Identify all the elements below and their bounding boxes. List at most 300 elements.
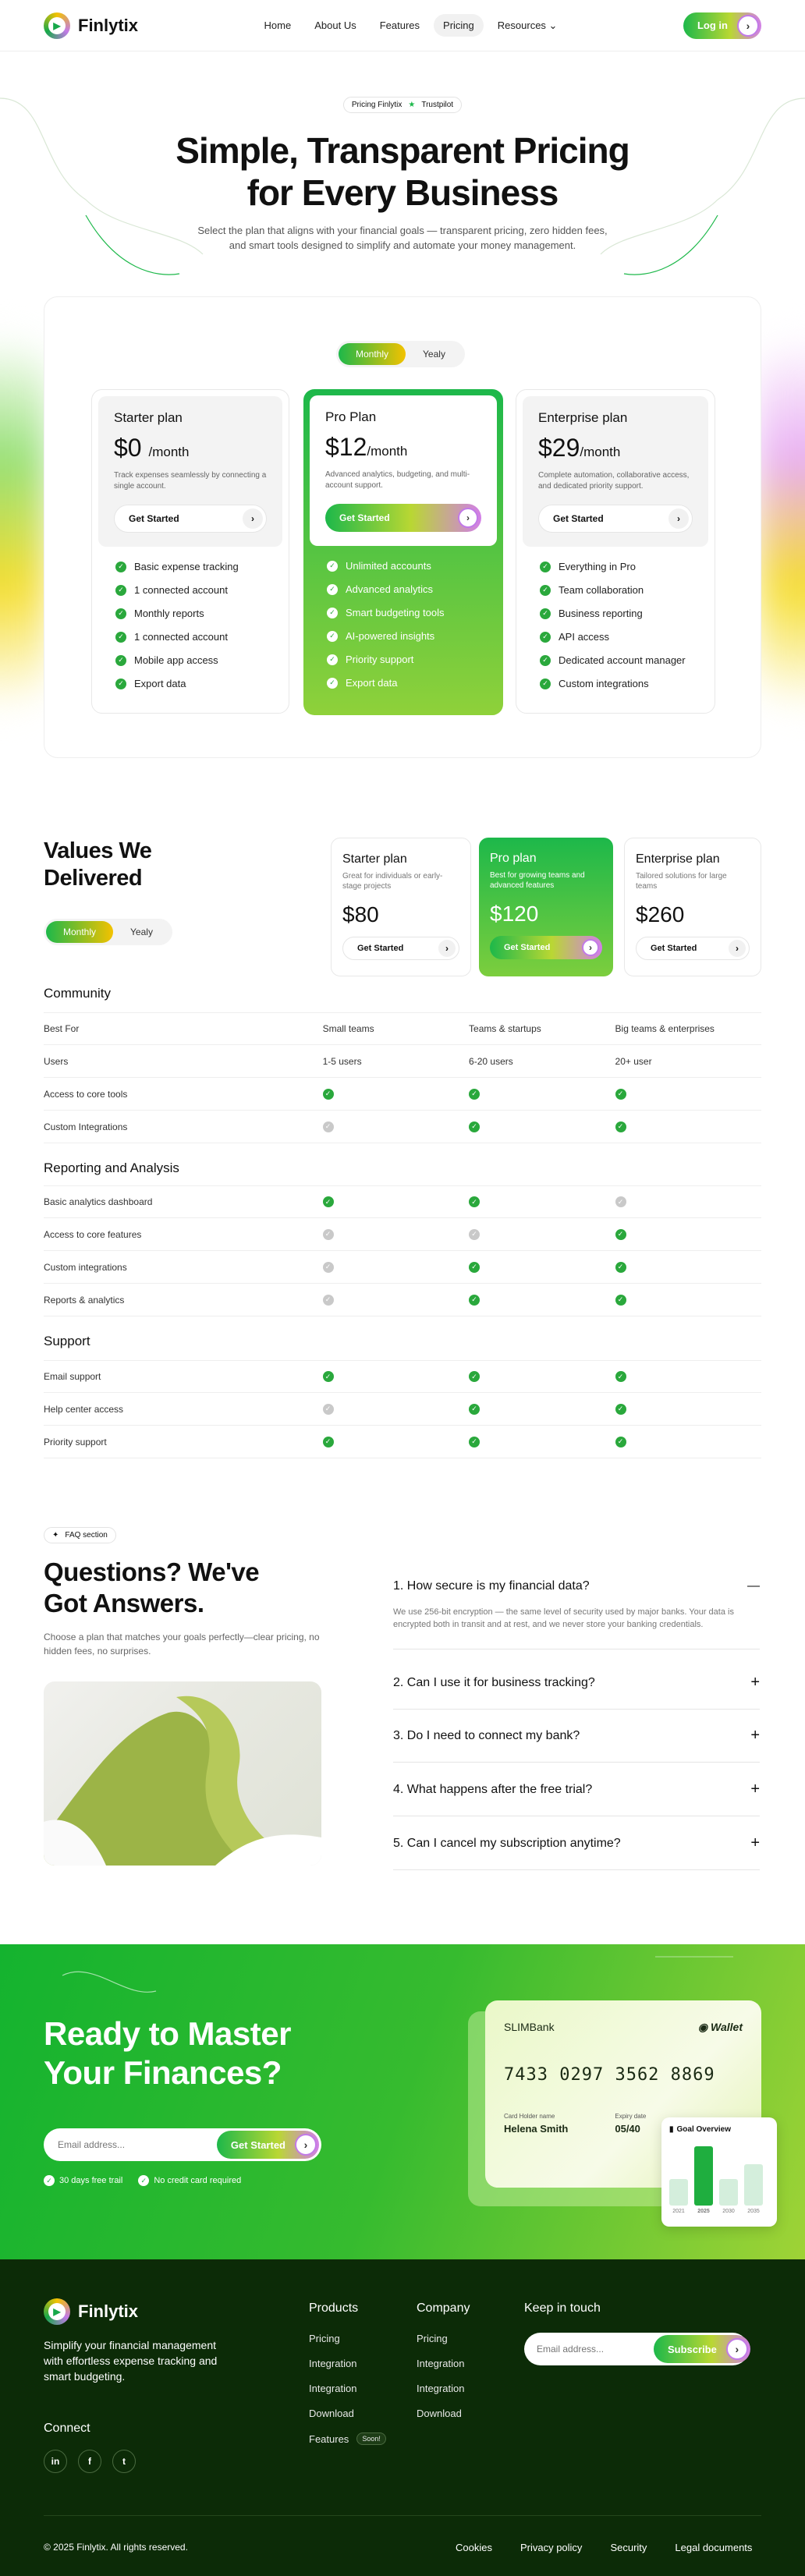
plan-price: $12 [325,433,367,461]
login-button[interactable] [683,12,761,39]
row-label: Reports & analytics [44,1294,125,1306]
check-icon: ✓ [327,584,338,595]
toggle-monthly[interactable]: Monthly [46,921,113,943]
check-icon: ✓ [615,1371,626,1382]
footer-link[interactable]: Pricing [417,2333,448,2344]
check-icon: ✓ [323,1121,334,1132]
get-started-label: Get Started [357,944,404,953]
row-label: Best For [44,1023,80,1034]
cta-title-line1: Ready to Master [44,2015,291,2052]
footer-link[interactable]: Integration [309,2383,357,2394]
row-label: Access to core features [44,1228,142,1240]
nav-pricing[interactable]: Pricing [434,14,484,37]
goal-title: Goal Overview [676,2125,731,2134]
footer-link-features[interactable] [309,2432,386,2445]
expiry-label: Expiry date [615,2113,647,2120]
company-title: Company [417,2301,470,2315]
nav-resources-label: Resources [497,19,546,31]
billing-toggle [336,341,465,367]
faq-item[interactable] [393,1817,760,1870]
check-icon: ✓ [327,608,338,618]
faq-item-open[interactable] [393,1559,760,1649]
plan-period: /month [148,445,190,459]
arrow-right-icon: › [737,15,759,37]
get-started-button[interactable] [538,505,693,533]
wallet-label [698,2021,743,2034]
row-label: Priority support [44,1436,107,1447]
bank-name: SLIMBank [504,2021,555,2033]
table-row [44,1218,761,1251]
products-title: Products [309,2301,359,2315]
cta-title [44,2014,291,2092]
arrow-right-icon: › [726,2338,748,2360]
feature-label: Everything in Pro [559,561,636,572]
toggle-yearly[interactable]: Yealy [423,349,445,360]
soon-badge: Soon! [356,2432,386,2445]
feature-item [327,654,497,665]
row-label: Basic analytics dashboard [44,1196,153,1207]
check-icon: ✓ [327,561,338,572]
footer-divider [44,2515,761,2516]
section-title-reporting: Reporting and Analysis [44,1160,179,1175]
goal-title-row [669,2125,769,2134]
compare-title-line1: Values We [44,838,152,863]
check-icon: ✓ [115,608,126,619]
cell [469,1371,615,1382]
chevron-down-icon: ⌄ [548,19,558,31]
main-nav [255,14,567,37]
row-label: Custom integrations [44,1261,127,1273]
check-icon: ✓ [115,655,126,666]
check-icon: ✓ [327,678,338,689]
feature-item [327,630,497,642]
table-row [44,1251,761,1284]
table-row [44,1393,761,1426]
faq-item[interactable] [393,1763,760,1816]
goal-bar [719,2179,738,2206]
check-icon: ✓ [323,1089,334,1100]
faq-question: 1. How secure is my financial data? [393,1579,590,1593]
feature-item [540,678,708,689]
legal-link[interactable]: Security [610,2542,647,2553]
check-icon: ✓ [115,679,126,689]
wallet-text: Wallet [711,2021,743,2033]
plan-card-starter [91,389,289,714]
cell [323,1089,469,1100]
perk-item [138,2175,241,2186]
check-icon: ✓ [469,1196,480,1207]
footer-link[interactable]: Pricing [309,2333,340,2344]
goal-bars [669,2143,769,2206]
footer-products [309,2301,386,2458]
expiry-date: 05/40 [615,2123,640,2135]
feature-label: Team collaboration [559,584,644,596]
hero-badge-wrap [0,97,805,113]
feature-label: Business reporting [559,608,643,619]
check-icon: ✓ [615,1262,626,1273]
plan-period: /month [367,444,408,459]
check-icon: ✓ [327,654,338,665]
get-started-label: Get Started [651,944,697,953]
pricing-panel [44,296,761,758]
check-icon: ✓ [540,632,551,643]
legal-link[interactable]: Privacy policy [520,2542,583,2553]
cell [615,1196,761,1207]
cta-title-line2: Your Finances? [44,2054,282,2091]
cell [323,1404,469,1415]
feature-label: Advanced analytics [346,583,434,595]
cell [469,1229,615,1240]
check-icon: ✓ [615,1229,626,1240]
plan-name: Pro Plan [325,409,377,424]
feature-label: Monthly reports [134,608,204,619]
get-started-button[interactable] [490,936,602,959]
compare-toggle [44,919,172,945]
cell [469,1404,615,1415]
brand-name: Finlytix [78,15,139,35]
faq-badge-label: FAQ section [65,1531,108,1540]
compare-plan-name: Pro plan [490,852,537,865]
right-glow [758,335,805,710]
check-icon: ✓ [540,608,551,619]
compare-plan-desc: Great for individuals or early-stage projects [342,872,443,891]
feature-label: API access [559,631,610,643]
check-icon: ✓ [323,1229,334,1240]
compare-plan-name: Starter plan [342,852,407,866]
arrow-right-icon: › [438,940,456,957]
arrow-right-icon: › [295,2134,317,2156]
cell [615,1262,761,1273]
plan-card-pro [303,389,503,715]
section-title-community: Community [44,986,111,1001]
footer-link[interactable]: Download [309,2408,354,2419]
cta-email-form [44,2128,321,2161]
facebook-icon[interactable]: f [78,2450,101,2473]
plan-desc: Track expenses seamlessly by connecting a single account. [114,471,267,491]
feature-item [115,584,282,596]
feature-label: Unlimited accounts [346,560,431,572]
feature-item [540,561,708,572]
compare-card-enterprise [624,838,761,976]
perk-label: No credit card required [154,2176,242,2185]
compare-plan-desc: Tailored solutions for large teams [636,872,727,891]
check-icon: ✓ [115,585,126,596]
footer-brand: Finlytix [78,2301,139,2321]
feature-label: Export data [346,677,398,689]
left-glow [0,335,47,710]
plus-icon[interactable]: + [750,1674,760,1691]
footer-link-label: Features [309,2432,349,2445]
faq-title-line1: Questions? We've [44,1557,260,1586]
section-title-support: Support [44,1334,90,1348]
footer-link[interactable]: Integration [417,2358,465,2369]
table-row [44,1012,761,1045]
rocket-icon: ✦ [52,1531,59,1540]
feature-item [327,583,497,595]
brand-logo[interactable] [44,12,138,39]
connect-title: Connect [44,2422,90,2435]
plus-icon[interactable]: + [750,1834,760,1851]
check-icon: ✓ [615,1089,626,1100]
check-icon: ✓ [469,1371,480,1382]
faq-title-line2: Got Answers. [44,1589,204,1618]
holder-name: Helena Smith [504,2123,569,2135]
faq-title [44,1557,259,1619]
arrow-right-icon: › [458,508,478,528]
get-started-button[interactable] [325,504,481,532]
goal-bar [669,2179,688,2206]
cta-get-started-button[interactable] [217,2131,319,2159]
check-icon: ✓ [469,1295,480,1306]
check-icon: ✓ [469,1262,480,1273]
check-icon: ✓ [44,2175,55,2186]
arrow-right-icon: › [243,508,263,529]
feature-item [115,654,282,666]
check-icon: ✓ [615,1295,626,1306]
goal-year-label: 2030 [722,2209,735,2214]
footer-company [417,2301,470,2432]
cell: 20+ user [615,1055,652,1067]
plan-price: $0 [114,434,142,462]
feature-item [540,631,708,643]
goal-year-label: 2021 [672,2209,685,2214]
footer-link[interactable]: Integration [309,2358,357,2369]
check-icon: ✓ [540,679,551,689]
footer-email-input[interactable] [537,2344,654,2355]
row-label: Access to core tools [44,1088,128,1100]
check-icon: ✓ [138,2175,149,2186]
cta-section [0,1944,805,2259]
hero-title-line2: for Every Business [246,172,559,213]
cell: 1-5 users [322,1055,362,1067]
arrow-right-icon: › [582,939,599,956]
feature-item [115,631,282,643]
hero-title [0,129,805,214]
feature-item [115,608,282,619]
feature-item [115,561,282,572]
abstract-shape-image [44,1681,321,1866]
plan-name: Enterprise plan [538,410,628,425]
plan-desc: Advanced analytics, budgeting, and multi-account support. [325,470,470,490]
cell [323,1262,469,1273]
check-icon: ✓ [323,1371,334,1382]
faq-question: 5. Can I cancel my subscription anytime? [393,1836,621,1850]
footer-link[interactable]: Integration [417,2383,465,2394]
get-started-button[interactable] [636,937,750,960]
login-label: Log in [697,19,728,31]
feature-label: Dedicated account manager [559,654,686,666]
faq-subtitle: Choose a plan that matches your goals perfectly—clear pricing, no hidden fees, no surprises. [44,1632,320,1657]
row-label: Users [44,1055,69,1067]
goal-years [669,2209,769,2214]
feature-label: Priority support [346,654,414,665]
chart-icon: ▮ [669,2125,674,2134]
check-icon: ✓ [323,1262,334,1273]
table-row [44,1284,761,1316]
star-icon: ★ [408,101,416,109]
linkedin-icon[interactable]: in [44,2450,67,2473]
hero-subtitle: Select the plan that aligns with your financial goals — transparent pricing, zero hidden fees, and smart tools designed to simplify and automate your money management. [197,225,608,251]
row-label: Custom Integrations [44,1121,128,1132]
perk-label: 30 days free trail [59,2176,123,2185]
plus-icon[interactable]: + [750,1781,760,1798]
cell [323,1229,469,1240]
feature-label: Smart budgeting tools [346,607,445,618]
goal-year-label: 2025 [697,2209,710,2214]
check-icon: ✓ [540,585,551,596]
goal-overview-widget [661,2117,777,2227]
table-row [44,1360,761,1393]
faq-question: 4. What happens after the free trial? [393,1782,593,1796]
feature-label: 1 connected account [134,584,228,596]
toggle-yearly[interactable]: Yealy [130,927,153,937]
compare-plan-price: $80 [342,902,379,927]
twitter-icon[interactable]: t [112,2450,136,2473]
cell [469,1295,615,1306]
goal-bar [744,2164,763,2206]
cell [323,1437,469,1447]
get-started-button[interactable] [114,505,267,533]
cell: Small teams [322,1023,374,1034]
get-started-button[interactable] [342,937,459,960]
get-started-label: Get Started [129,513,179,524]
logo-icon: ▶ [44,12,70,39]
faq-item[interactable] [393,1710,760,1763]
feature-item [540,608,708,619]
nav-about[interactable]: About Us [314,19,356,31]
cell [323,1121,469,1132]
hero-badge-label: Pricing Finlytix [351,101,402,109]
check-icon: ✓ [469,1121,480,1132]
card-number: 7433 0297 3562 8869 [504,2065,715,2085]
feature-label: Mobile app access [134,654,218,666]
cell: Big teams & enterprises [615,1023,715,1034]
legal-link[interactable]: Cookies [456,2542,492,2553]
table-row [44,1045,761,1078]
cta-button-label: Get Started [230,2138,285,2151]
feature-label: Basic expense tracking [134,561,239,572]
minus-icon[interactable]: — [747,1579,760,1593]
cell [469,1196,615,1207]
faq-question: 2. Can I use it for business tracking? [393,1675,595,1689]
cell [469,1437,615,1447]
feature-label: Export data [134,678,186,689]
check-icon: ✓ [615,1121,626,1132]
hero-badge [343,97,462,113]
cta-perks [44,2175,241,2186]
check-icon: ✓ [540,562,551,572]
row-label: Help center access [44,1403,124,1415]
cell [615,1295,761,1306]
wallet-icon: ◉ [697,2021,708,2033]
cell [323,1196,469,1207]
nav-resources[interactable] [488,14,567,37]
arrow-right-icon: › [668,508,689,529]
plus-icon[interactable]: + [750,1727,760,1744]
legal-link[interactable]: Legal documents [675,2542,753,2553]
feature-label: 1 connected account [134,631,228,643]
cell [615,1089,761,1100]
cell [469,1262,615,1273]
check-icon: ✓ [615,1437,626,1447]
cell [615,1404,761,1415]
cell: Teams & startups [469,1023,541,1034]
feature-item [327,677,497,689]
compare-title-line2: Delivered [44,866,143,891]
plan-name: Starter plan [114,410,183,425]
cell [615,1229,761,1240]
plan-price: $29 [538,434,580,462]
social-links [44,2450,136,2473]
plan-period: /month [580,445,621,459]
check-icon: ✓ [469,1229,480,1240]
subscribe-form [524,2333,749,2365]
cell [323,1295,469,1306]
cell [615,1371,761,1382]
check-icon: ✓ [323,1404,334,1415]
table-row [44,1185,761,1218]
compare-title [44,838,151,892]
check-icon: ✓ [469,1437,480,1447]
nav-home[interactable]: Home [264,19,292,31]
check-icon: ✓ [323,1196,334,1207]
faq-answer: We use 256-bit encryption — the same level of security used by major banks. Your data is encrypted both in transit and at rest, and we never store your banking credentials. [393,1607,734,1629]
check-icon: ✓ [323,1437,334,1447]
footer-tagline: Simplify your financial management with effortless expense tracking and smart budgeting. [44,2339,218,2383]
hero-title-line1: Simple, Transparent Pricing [176,130,629,171]
footer-logo[interactable] [44,2298,138,2325]
perk-item [44,2175,122,2186]
logo-icon: ▶ [44,2298,70,2325]
goal-year-label: 2035 [747,2209,760,2214]
compare-card-starter [331,838,471,976]
compare-card-pro [479,838,613,976]
legal-links [456,2542,752,2553]
table-row [44,1426,761,1458]
get-started-label: Get Started [553,513,604,524]
row-label: Email support [44,1371,101,1382]
plan-desc: Complete automation, collaborative access, and dedicated priority support. [538,471,690,491]
check-icon: ✓ [323,1295,334,1306]
toggle-monthly[interactable]: Monthly [339,343,406,365]
compare-plan-name: Enterprise plan [636,852,720,866]
subscribe-button[interactable] [654,2335,750,2363]
compare-plan-desc: Best for growing teams and advanced features [490,871,585,890]
faq-item[interactable] [393,1657,760,1710]
check-icon: ✓ [540,655,551,666]
compare-plan-price: $120 [490,902,539,926]
goal-bar [694,2146,713,2206]
cell: 6-20 users [469,1055,513,1067]
site-header [0,0,805,51]
cell [615,1121,761,1132]
trustpilot-label: Trustpilot [421,101,454,109]
cell [469,1121,615,1132]
feature-label: AI-powered insights [346,630,435,642]
feature-item [540,654,708,666]
email-input[interactable] [58,2139,198,2150]
check-icon: ✓ [115,562,126,572]
faq-image [44,1681,321,1866]
check-icon: ✓ [615,1404,626,1415]
nav-features[interactable]: Features [379,19,420,31]
footer-link[interactable]: Download [417,2408,462,2419]
feature-label: Custom integrations [559,678,649,689]
check-icon: ✓ [327,631,338,642]
plan-card-enterprise [516,389,715,714]
feature-item [327,607,497,618]
subscribe-label: Subscribe [668,2343,717,2355]
